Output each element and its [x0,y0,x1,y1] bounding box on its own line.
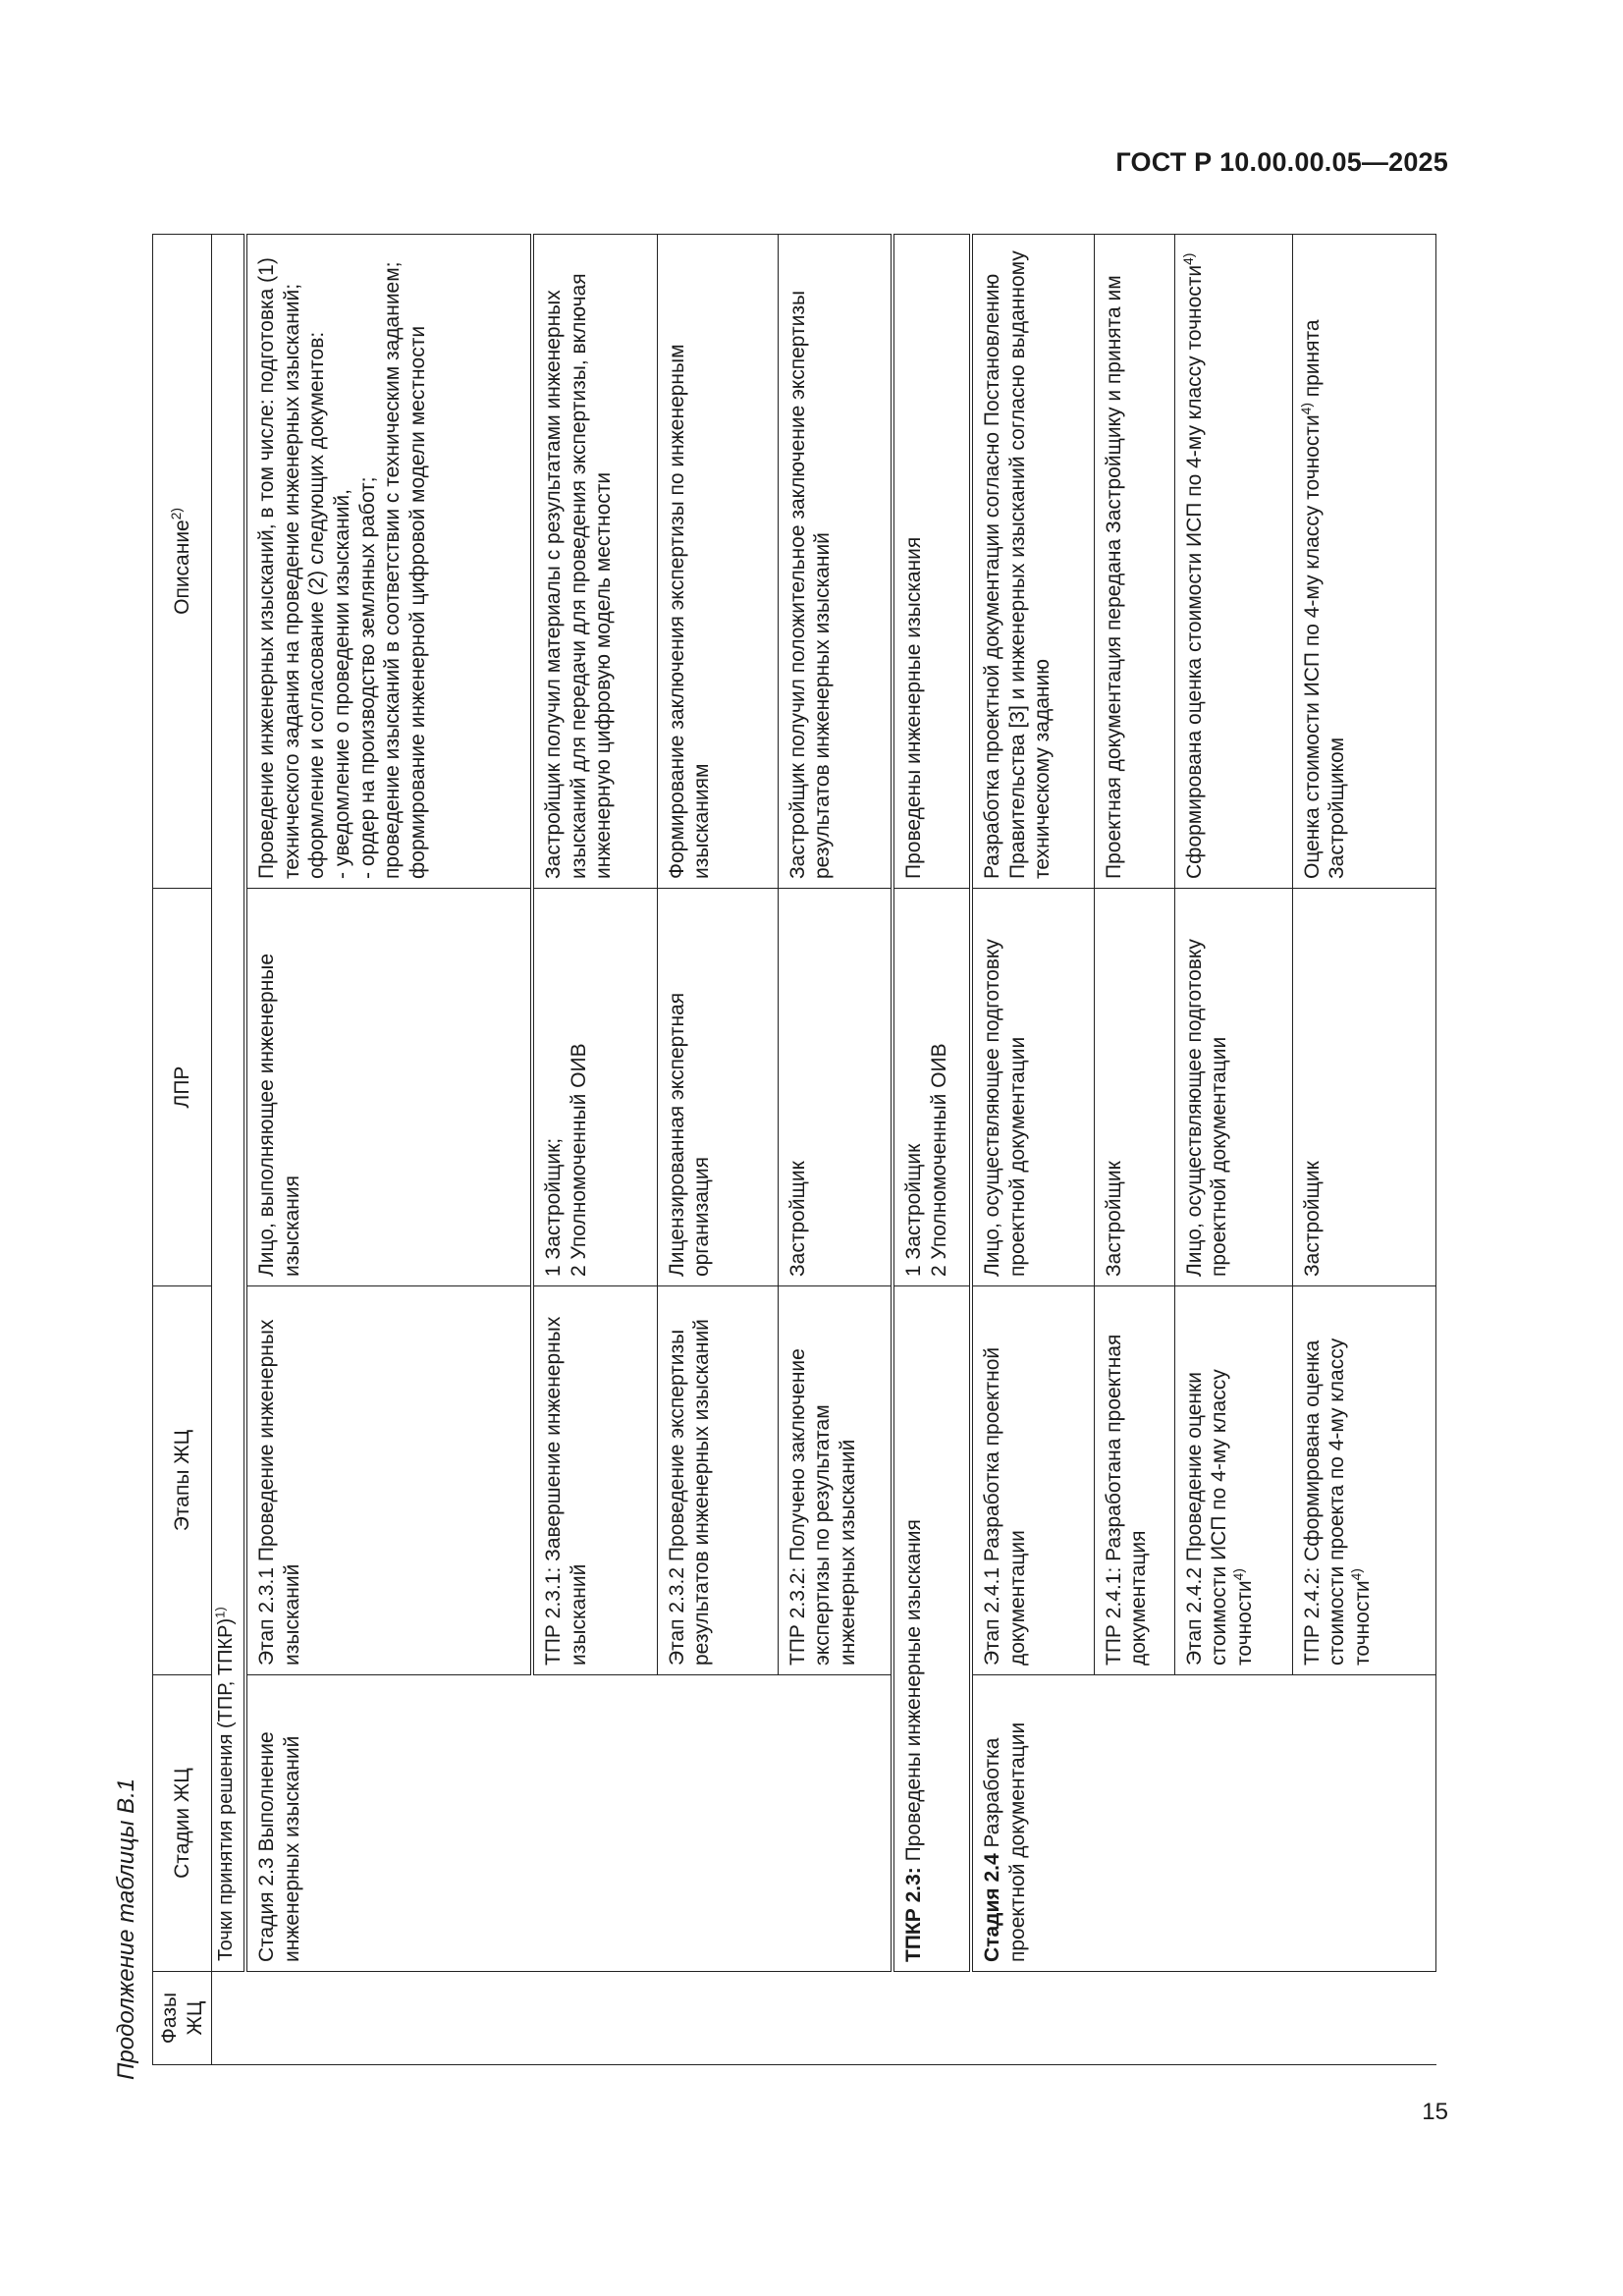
page-number: 15 [1422,2099,1448,2125]
table-header-row [153,235,212,2065]
table-row [245,235,532,2065]
lpr-cell: Застройщик [1292,889,1435,1286]
document-code: ГОСТ Р 10.00.00.05—2025 [1115,147,1448,177]
rotated-table-wrapper [152,235,1436,2065]
lpr-cell: Лицо, осуществляющее подготовку проектной документации [971,889,1094,1286]
table-row [971,235,1094,2065]
description-cell: Застройщик получил материалы с результатами инженерных изысканий для передачи для проведения экспертизы, включая инженерную цифровую модель местности [532,235,657,889]
etap-2-3-2: Этап 2.3.2 Проведение экспертизы результатов инженерных изысканий [657,1286,778,1675]
description-cell: Проектная документация передана Застройщику и принята им [1094,235,1174,889]
table-row [212,235,246,2065]
col-header-phases: Фазы ЖЦ [153,1972,212,2065]
col-header-description: Описание$^{2)}$ [153,235,212,889]
lifecycle-table [152,234,1436,2065]
lpr-cell: Застройщик [778,889,893,1286]
touch-points-row: Точки принятия решения (ТПР, ТПКР)$^{1)}$ [212,235,246,1972]
col-header-lpr: ЛПР [153,889,212,1286]
table-row [893,235,971,2065]
etap-2-4-2: Этап 2.4.2 Проведение оценки стоимости ИСП по 4-му классу точности$^{4)}$ [1174,1286,1292,1675]
description-cell: Оценка стоимости ИСП по 4-му классу точности$^{4)}$ принята Застройщиком [1292,235,1435,889]
col-header-stages: Стадии ЖЦ [153,1675,212,1972]
etap-2-3-1: Этап 2.3.1 Проведение инженерных изысканий [245,1286,532,1675]
tpr-2-4-1: ТПР 2.4.1: Разработана проектная документация [1094,1286,1174,1675]
description-cell: Проведены инженерные изыскания [893,235,971,889]
description-cell: Сформирована оценка стоимости ИСП по 4-му классу точности$^{4)}$ [1174,235,1292,889]
lpr-cell: Лицензированная экспертная организация [657,889,778,1286]
table-continuation-caption: Продолжение таблицы В.1 [113,1777,139,2080]
stage-2-3-cell: Стадия 2.3 Выполнение инженерных изысканий [245,1675,893,1972]
description-cell: Проведение инженерных изысканий, в том числе: подготовка (1) технического задания на проведение инженерных изысканий; оформление и согласование (2) следующих документов: - уведомление о проведении изысканий, - ордер на производство земляных работ; проведение изысканий в соответствии с техническим заданием; формирование инженерной цифровой модели местности [245,235,532,889]
description-cell: Застройщик получил положительное заключение экспертизы результатов инженерных изысканий [778,235,893,889]
description-cell: Разработка проектной документации согласно Постановлению Правительства [3] и инженерных изысканий согласно выданному техническому заданию [971,235,1094,889]
description-cell: Формирование заключения экспертизы по инженерным изысканиям [657,235,778,889]
col-header-etaps: Этапы ЖЦ [153,1286,212,1675]
lpr-cell: Лицо, осуществляющее подготовку проектной документации [1174,889,1292,1286]
tpr-2-3-1: ТПР 2.3.1: Завершение инженерных изысканий [532,1286,657,1675]
phase-cell [212,1972,1436,2065]
lpr-cell: Лицо, выполняющее инженерные изыскания [245,889,532,1286]
tpkr-2-3-cell: ТПКР 2.3: Проведены инженерные изыскания [893,1286,971,1972]
tpr-2-3-2: ТПР 2.3.2: Получено заключение экспертизы по результатам инженерных изысканий [778,1286,893,1675]
lpr-cell: Застройщик [1094,889,1174,1286]
lpr-cell: 1 Застройщик; 2 Уполномоченный ОИВ [532,889,657,1286]
stage-2-4-cell: Стадия 2.4 Разработка проектной документации [971,1675,1435,1972]
lpr-cell: 1 Застройщик 2 Уполномоченный ОИВ [893,889,971,1286]
etap-2-4-1: Этап 2.4.1 Разработка проектной документации [971,1286,1094,1675]
tpr-2-4-2: ТПР 2.4.2: Сформирована оценка стоимости проекта по 4-му классу точности$^{4)}$ [1292,1286,1435,1675]
